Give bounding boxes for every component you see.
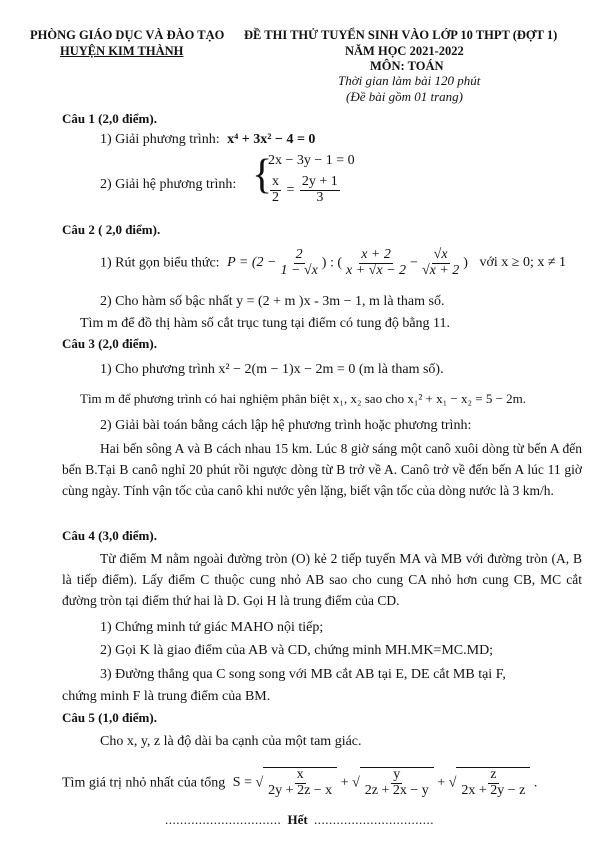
fraction-sqrtx: $\frac{√x}{√x + 2}$: [421, 247, 460, 278]
fraction-x2: $\frac{x + 2}{x + √x - 2}$: [346, 247, 407, 278]
q4-part1: 1) Chứng minh tứ giác MAHO nội tiếp;: [100, 620, 324, 635]
q3-title: Câu 3 (2,0 điểm).: [62, 336, 157, 351]
school-year: NĂM HỌC 2021-2022: [345, 44, 464, 58]
q1-title: Câu 1 (2,0 điểm).: [62, 111, 157, 126]
subject: MÔN: TOÁN: [370, 59, 444, 73]
q4-part3-line2: chứng minh F là trung điểm của BM.: [62, 689, 271, 704]
q5-label: Tìm giá trị nhỏ nhất của tổng: [62, 775, 226, 791]
q4-problem-text: Từ điểm M nằm ngoài đường tròn (O) kẻ 2 tiếp tuyến MA và MB với đường tròn (A, B là tiếp điểm). Lấy điểm C thuộc cung nhỏ AB sao cho cung CA nhỏ hơn cung CB, MC cắt đường tròn tại điểm thứ hai là D. Gọi H là trung điểm của CD.: [62, 551, 582, 608]
q5-line1: Cho x, y, z là độ dài ba cạnh của một tam giác.: [100, 734, 362, 749]
q4-part3-line1: 3) Đường thẳng qua C song song với MB cắt AB tại E, DE cắt MB tại F,: [100, 667, 506, 682]
sqrt-symbol: √: [448, 775, 457, 791]
system-line-2: $\frac{x}{2}$ = $\frac{2y + 1}{3}$: [272, 174, 338, 205]
q2-part2-line1: 2) Cho hàm số bậc nhất y = (2 + m )x - 3m − 1, m là tham số.: [100, 294, 445, 309]
fraction-term-z: $\frac{z}{2x + 2y - z}$: [461, 767, 526, 798]
q4-title: Câu 4 (3,0 điểm).: [62, 528, 157, 543]
sqrt-symbol: √: [352, 775, 360, 791]
district-name: HUYỆN KIM THÀNH: [60, 44, 184, 58]
fraction-x-2: $\frac{x}{2}$: [272, 174, 279, 205]
q1-part1-label: 1) Giải phương trình:: [100, 132, 220, 147]
q1-part1: [100, 132, 315, 148]
q2-part1: 1) Rút gọn biểu thức: P = (2 − $\frac{2}{1 - √x}$ ) : ( $\frac{x + 2}{x + √x - 2}$ − $\frac{√x}{√x + 2}$ ) với x ≥ 0; x ≠ 1: [100, 247, 567, 278]
q5-sum-expression: Tìm giá trị nhỏ nhất của tổng S = √ $\frac{x}{2y + 2z - x}$ + √ $\frac{y}{2z + 2x - y}$ + √ $\frac{z}{2x + 2y - z}$ .: [62, 767, 538, 798]
q2-part1-label: 1) Rút gọn biểu thức:: [100, 255, 220, 271]
system-line-1: 2x − 3y − 1 = 0: [268, 153, 355, 168]
q1-part2-label: 2) Giải hệ phương trình:: [100, 177, 237, 192]
page-count-note: (Đề bài gồm 01 trang): [346, 89, 463, 104]
fraction-term-y: $\frac{y}{2z + 2x - y}$: [364, 767, 429, 798]
q3-part1-line2: Tìm m để phương trình có hai nghiệm phân biệt x₁, x₂ sao cho x₁² + x₁ − x₂ = 5 − 2m.: [80, 391, 527, 406]
q3-part2-line1: 2) Giải bài toán bằng cách lập hệ phương trình hoặc phương trình:: [100, 418, 472, 433]
q3-part1-line1: 1) Cho phương trình x² − 2(m − 1)x − 2m = 0 (m là tham số).: [100, 362, 444, 377]
q2-condition: với x ≥ 0; x ≠ 1: [479, 255, 567, 271]
q5-title: Câu 5 (1,0 điểm).: [62, 710, 157, 725]
time-allowed: Thời gian làm bài 120 phút: [338, 73, 481, 88]
end-marker: ............................... Hết ................................: [165, 812, 434, 827]
department-name: PHÒNG GIÁO DỤC VÀ ĐÀO TẠO: [30, 28, 225, 42]
exam-title: ĐỀ THI THỬ TUYỂN SINH VÀO LỚP 10 THPT (ĐỢT 1): [244, 28, 558, 42]
q1-part1-equation: x⁴ + 3x² − 4 = 0: [227, 132, 316, 147]
fraction-2y1-3: $\frac{2y + 1}{3}$: [301, 174, 338, 205]
q2-title: Câu 2 ( 2,0 điểm).: [62, 222, 161, 237]
sqrt-symbol: √: [255, 775, 264, 791]
q2-part2-line2: Tìm m để đồ thị hàm số cắt trục tung tại điểm có tung độ bằng 11.: [80, 316, 451, 331]
q3-problem-text: Hai bến sông A và B cách nhau 15 km. Lúc 8 giờ sáng một canô xuôi dòng từ bến A đến bến B.Tại B canô nghỉ 20 phút rồi ngược dòng từ B trở về A. Canô trở về đến bến A lúc 11 giờ cùng ngày. Tính vận tốc của canô khi nước yên lặng, biết vận tốc của dòng nước là 3 km/h.: [62, 441, 582, 498]
fraction-term-x: $\frac{x}{2y + 2z - x}$: [268, 767, 333, 798]
fraction-2-over-1-sqrtx: $\frac{2}{1 - √x}$: [280, 247, 318, 278]
system-brace: {: [252, 152, 273, 198]
q4-part2: 2) Gọi K là giao điểm của AB và CD, chứng minh MH.MK=MC.MD;: [100, 643, 494, 658]
